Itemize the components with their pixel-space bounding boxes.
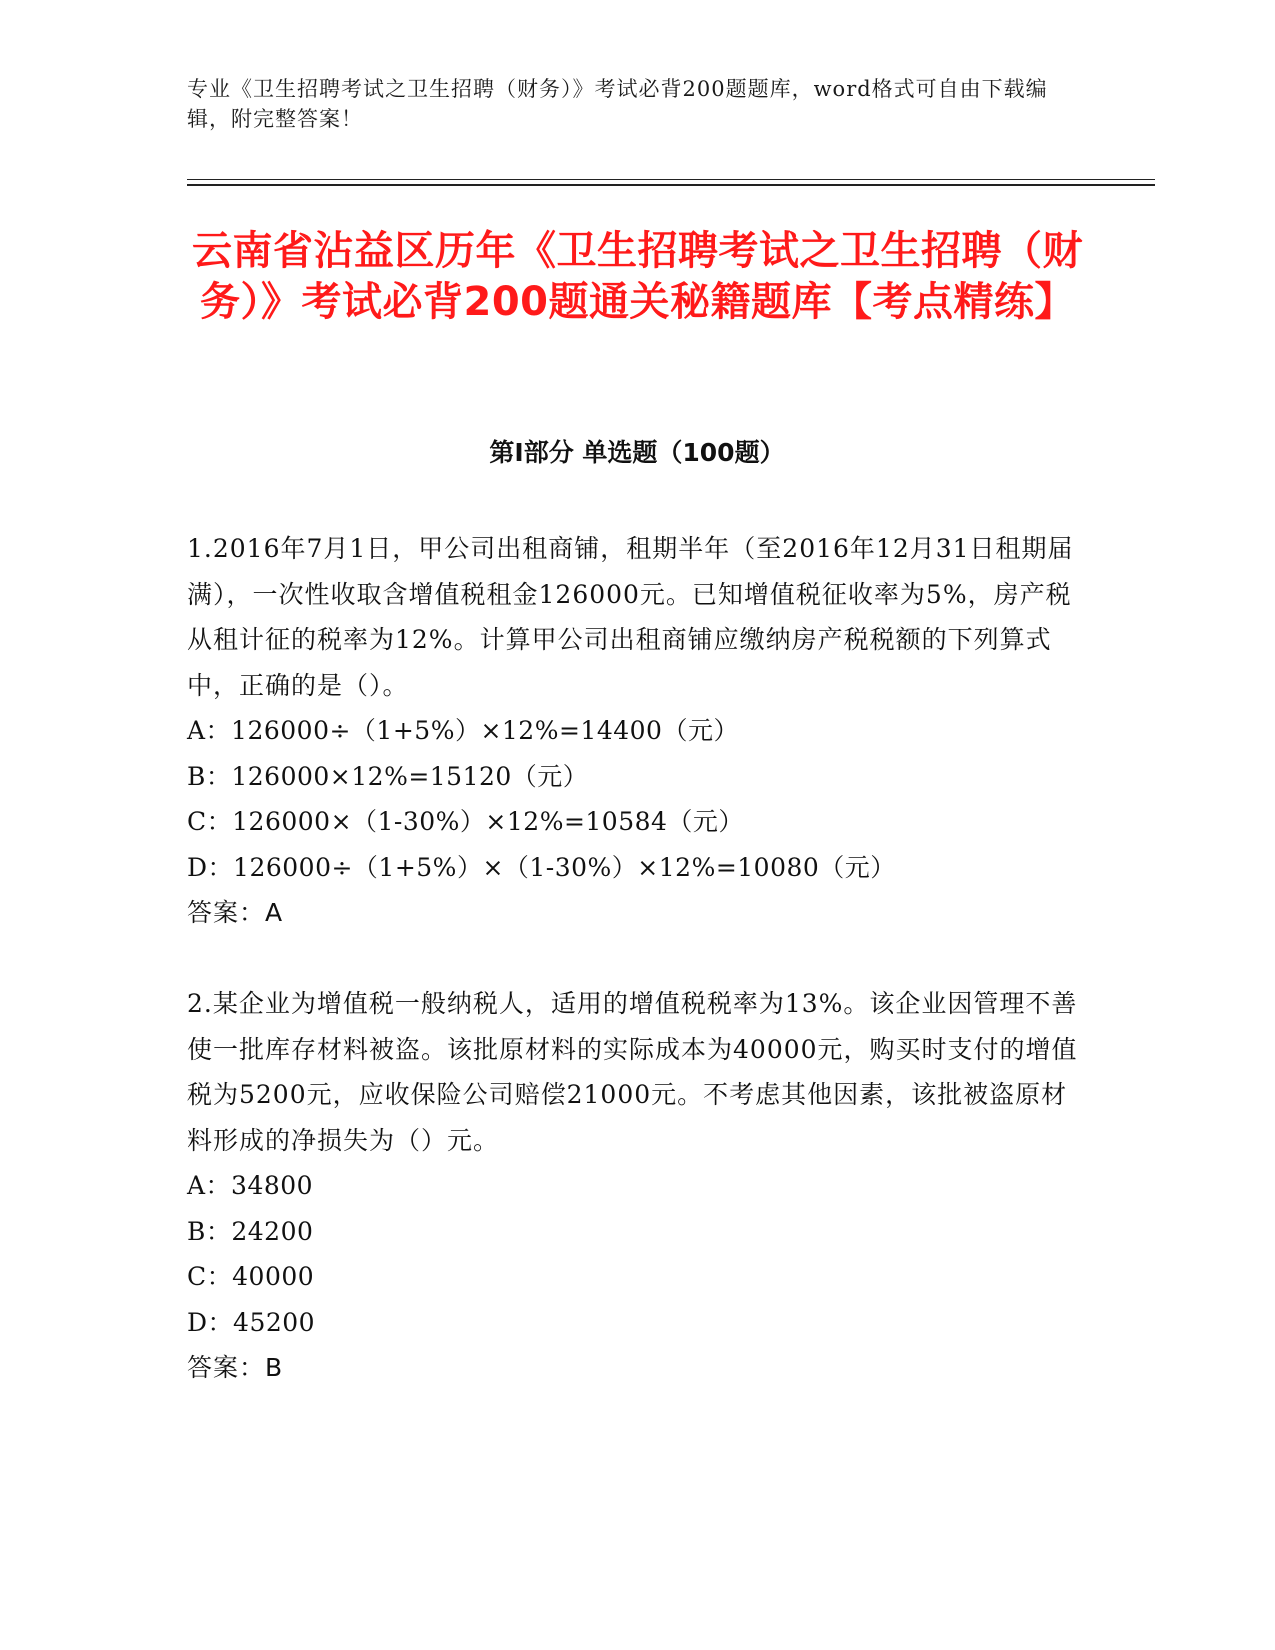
option-a: A：34800 <box>187 1171 314 1200</box>
option-c: C：40000 <box>187 1262 315 1291</box>
header-note: 专业《卫生招聘考试之卫生招聘（财务）》考试必背200题题库，word格式可自由下载编辑，附完整答案！ <box>187 77 1048 131</box>
answer-line: 答案：A <box>187 898 284 927</box>
answer-line: 答案：B <box>187 1353 284 1382</box>
option-d: D：126000÷（1+5%）×（1-30%）×12%=10080（元） <box>187 852 896 882</box>
header-divider-thin <box>187 179 1155 180</box>
option-b: B：126000×12%=15120（元） <box>187 761 589 791</box>
option-c: C：126000×（1-30%）×12%=10584（元） <box>187 807 744 836</box>
option-a: A：126000÷（1+5%）×12%=14400（元） <box>187 716 739 745</box>
option-b: B：24200 <box>187 1216 314 1246</box>
document-title: 云南省沾益区历年《卫生招聘考试之卫生招聘（财务）》考试必背200题通关秘籍题库【考点精练】 <box>192 228 1083 325</box>
question-2 <box>187 981 1087 1391</box>
question-stem: 2.某企业为增值税一般纳税人，适用的增值税税率为13%。该企业因管理不善使一批库存材料被盗。该批原材料的实际成本为40000元，购买时支付的增值税为5200元，应收保险公司赔偿21000元。不考虑其他因素，该批被盗原材料形成的净损失为（）元。 <box>187 989 1078 1155</box>
section-heading: 第Ⅰ部分 单选题（100题） <box>489 438 785 467</box>
question-stem: 1.2016年7月1日，甲公司出租商铺，租期半年（至2016年12月31日租期届满），一次性收取含增值税租金126000元。已知增值税征收率为5%，房产税从租计征的税率为12%。计算甲公司出租商铺应缴纳房产税税额的下列算式中，正确的是（）。 <box>187 534 1074 700</box>
header-divider-thick <box>187 184 1155 186</box>
question-1 <box>187 526 1087 936</box>
option-d: D：45200 <box>187 1307 316 1337</box>
